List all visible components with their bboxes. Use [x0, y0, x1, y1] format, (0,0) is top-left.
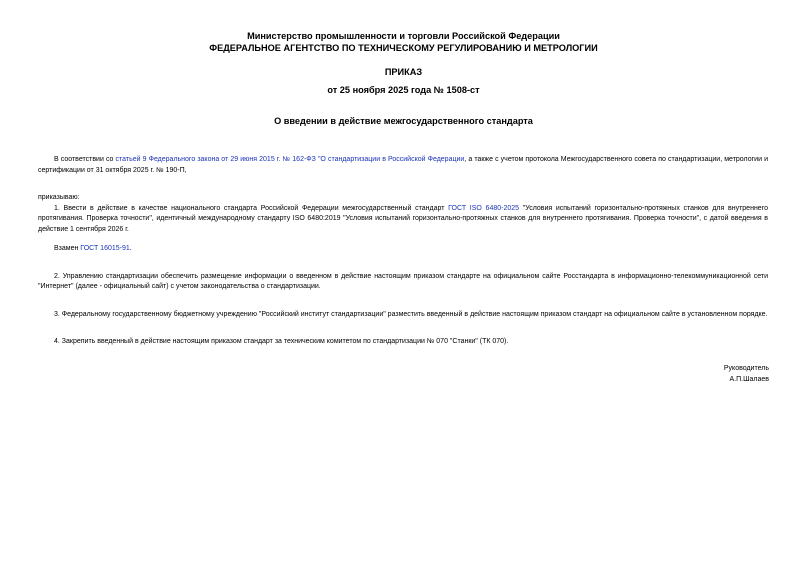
order-subject: О введении в действие межгосударственного стандарта: [274, 116, 533, 126]
item-3-paragraph: 3. Федеральному государственному бюджетному учреждению "Российский институт стандартизации" разместить введенный в действие настоящим приказом стандарт на официальном сайте в установленном порядке.: [54, 310, 768, 318]
order-date: от 25 ноября 2025 года № 1508-ст: [327, 85, 480, 95]
preamble-text: В соответствии со: [54, 156, 116, 163]
replaces-text-end: .: [129, 245, 132, 252]
replaces-text: Взамен: [54, 245, 81, 252]
item-2-paragraph: 2. Управлению стандартизации обеспечить размещение информации о введенном в действие настоящим приказом стандарте на официальном сайте Росстандарта в информационно-телекоммуникационной сети "Интернет" (далее - официальный сайт) с учетом законодательства о стандартизации.: [38, 272, 768, 290]
signatory-name: А.П.Шалаев: [729, 376, 769, 383]
preamble-text-continued: , а также с учетом протокола Межгосударственного совета по стандартизации, метрологии и сертификации от 31 октября 2025 г. № 190-П,: [38, 156, 768, 174]
gost-iso-6480-link[interactable]: ГОСТ ISO 6480-2025: [448, 204, 520, 212]
ministry-name: Министерство промышленности и торговли Российской Федерации: [247, 31, 560, 41]
orders-word: приказываю:: [38, 194, 80, 201]
item-4-paragraph: 4. Закрепить введенный в действие настоящим приказом стандарт за техническим комитетом по стандартизации № 070 "Станки" (ТК 070).: [54, 338, 509, 345]
agency-name: ФЕДЕРАЛЬНОЕ АГЕНТСТВО ПО ТЕХНИЧЕСКОМУ РЕГУЛИРОВАНИЮ И МЕТРОЛОГИИ: [209, 43, 598, 53]
item-1-text: 1. Ввести в действие в качестве национального стандарта Российской Федерации межгосударственный стандарт: [54, 204, 449, 212]
signature-block: [724, 363, 769, 385]
item-1-paragraph: [38, 204, 768, 236]
replaces-paragraph: [38, 244, 768, 255]
signatory-role: Руководитель: [723, 365, 769, 372]
order-title: ПРИКАЗ: [384, 67, 423, 77]
item-1-text-continued: "Условия испытаний горизонтально-протяжных станков для внутреннего протягивания. Проверка точности", идентичный международному стандарту ISO 6480:2019 "Условия испытаний горизонтально-протяжных станков для внутреннего протягивания. Проверка точности", с датой введения в действие 1 сентября 2026 г.: [38, 204, 768, 233]
document-body: [38, 155, 768, 348]
federal-law-link[interactable]: статьей 9 Федерального закона от 29 июня 2015 г. № 162-ФЗ "О стандартизации в Российской Федерации: [115, 156, 465, 163]
document-header: [0, 30, 807, 54]
gost-16015-link[interactable]: ГОСТ 16015-91: [80, 245, 130, 252]
preamble-paragraph: [38, 155, 768, 176]
